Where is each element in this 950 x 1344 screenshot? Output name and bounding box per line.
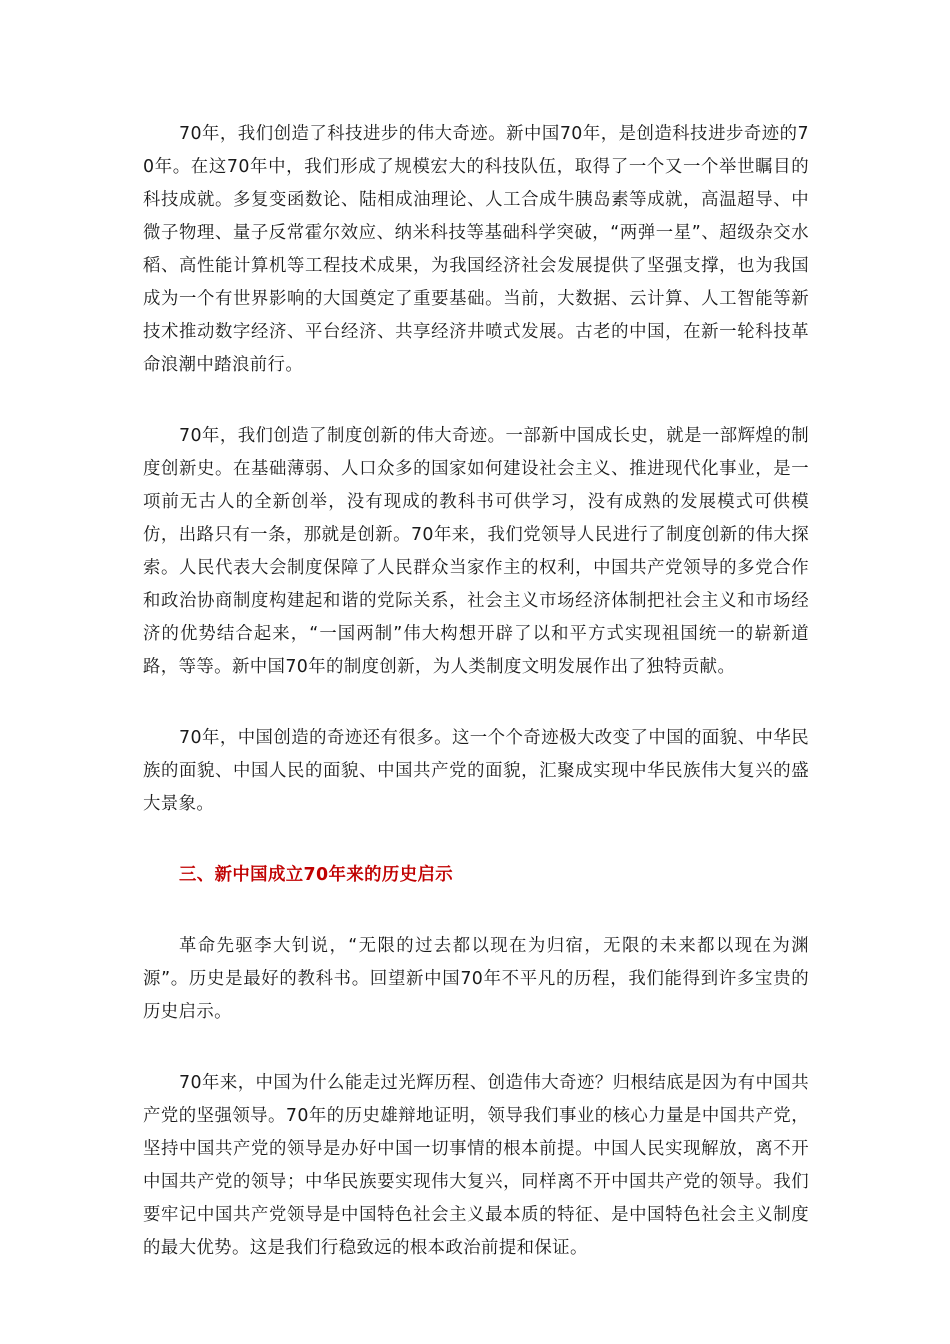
paragraph-tech-miracle: 70年，我们创造了科技进步的伟大奇迹。新中国70年，是创造科技进步奇迹的70年。在这70年中，我们形成了规模宏大的科技队伍，取得了一个又一个举世瞩目的科技成就。多复变函数论、陆相成油理论、人工合成牛胰岛素等成就，高温超导、中微子物理、量子反常霍尔效应、纳米科技等基础科学突破，“两弹一星”、超级杂交水稻、高性能计算机等工程技术成果，为我国经济社会发展提供了坚强支撑，也为我国成为一个有世界影响的大国奠定了重要基础。当前，大数据、云计算、人工智能等新技术推动数字经济、平台经济、共享经济井喷式发展。古老的中国，在新一轮科技革命浪潮中踏浪前行。 xyxy=(143,124,809,375)
paragraph-spacer xyxy=(143,821,809,859)
document-body xyxy=(143,118,809,1265)
paragraph-li-dazhao-quote: 革命先驱李大钊说，“无限的过去都以现在为归宿，无限的未来都以现在为渊源”。历史是最好的教科书。回望新中国70年不平凡的历程，我们能得到许多宝贵的历史启示。 xyxy=(143,936,809,1022)
section-heading: 三、新中国成立70年来的历史启示 xyxy=(179,865,454,885)
paragraph-spacer xyxy=(143,684,809,722)
paragraph-spacer xyxy=(143,382,809,420)
paragraph-party-leadership: 70年来，中国为什么能走过光辉历程、创造伟大奇迹？归根结底是因为有中国共产党的坚强领导。70年的历史雄辩地证明，领导我们事业的核心力量是中国共产党，坚持中国共产党的领导是办好中国一切事情的根本前提。中国人民实现解放，离不开中国共产党的领导；中华民族要实现伟大复兴，同样离不开中国共产党的领导。我们要牢记中国共产党领导是中国特色社会主义最本质的特征、是中国特色社会主义制度的最大优势。这是我们行稳致远的根本政治前提和保证。 xyxy=(143,1073,809,1258)
paragraph-many-miracles: 70年，中国创造的奇迹还有很多。这一个个奇迹极大改变了中国的面貌、中华民族的面貌、中国人民的面貌、中国共产党的面貌，汇聚成实现中华民族伟大复兴的盛大景象。 xyxy=(143,728,809,814)
paragraph-spacer xyxy=(143,1029,809,1067)
paragraph-spacer xyxy=(143,892,809,930)
paragraph-institutional-innovation: 70年，我们创造了制度创新的伟大奇迹。一部新中国成长史，就是一部辉煌的制度创新史。在基础薄弱、人口众多的国家如何建设社会主义、推进现代化事业，是一项前无古人的全新创举，没有现成的教科书可供学习，没有成熟的发展模式可供模仿，出路只有一条，那就是创新。70年来，我们党领导人民进行了制度创新的伟大探索。人民代表大会制度保障了人民群众当家作主的权利，中国共产党领导的多党合作和政治协商制度构建起和谐的党际关系，社会主义市场经济体制把社会主义和市场经济的优势结合起来，“一国两制”伟大构想开辟了以和平方式实现祖国统一的崭新道路，等等。新中国70年的制度创新，为人类制度文明发展作出了独特贡献。 xyxy=(143,426,809,677)
